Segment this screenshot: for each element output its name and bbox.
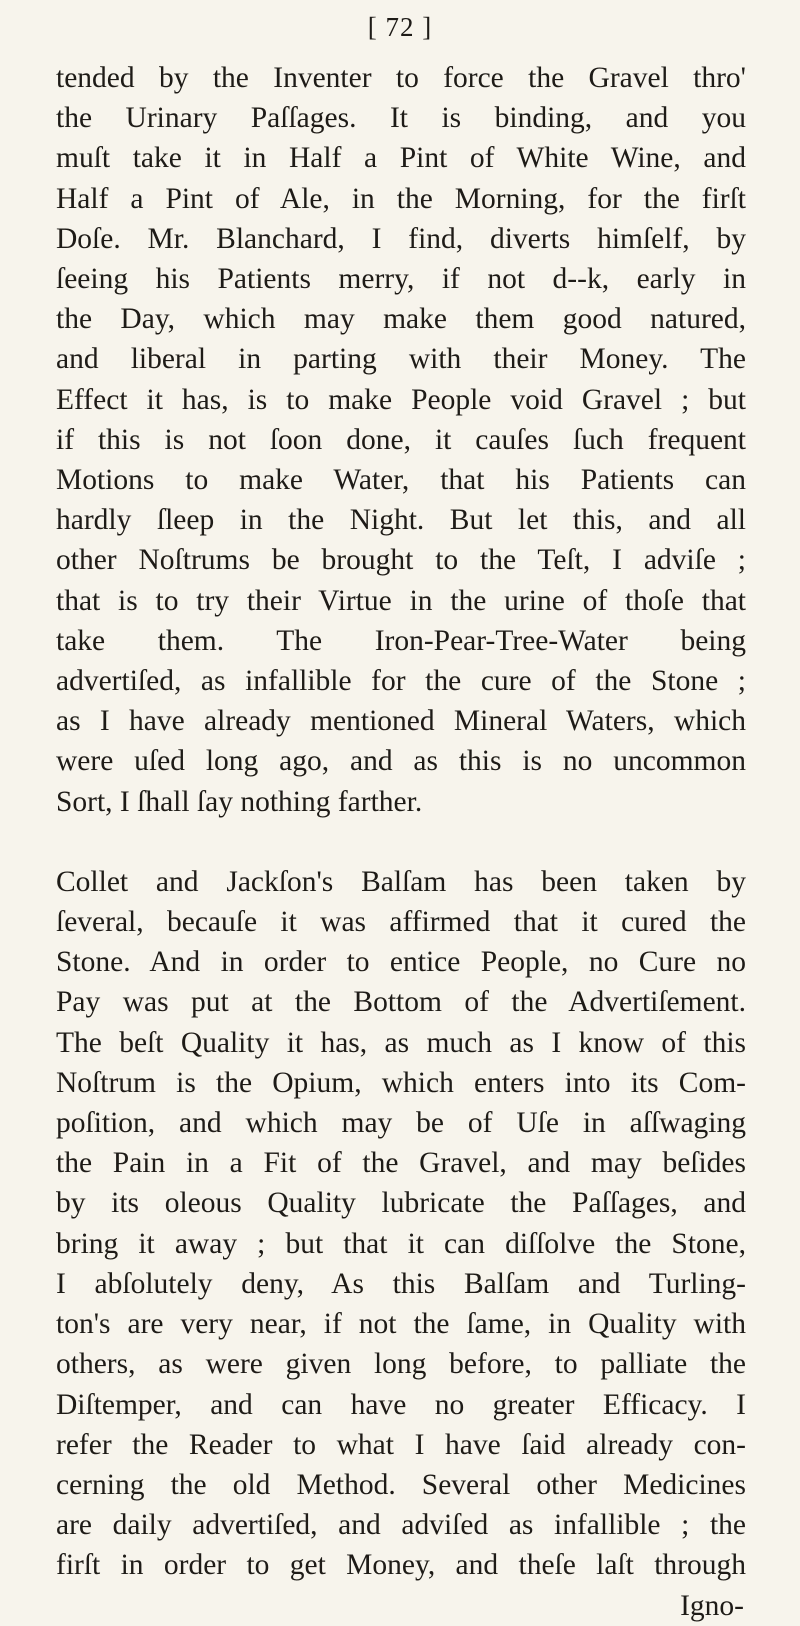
text-line: Sort, I ſhall ſay nothing farther. [56, 785, 423, 818]
text-line: Collet and Jackſon's Balſam has been taken by [56, 865, 746, 898]
text-line: others, as were given long before, to palliate the [56, 1348, 746, 1381]
catchword: Igno- [680, 1589, 744, 1622]
paragraph-gap [56, 822, 746, 862]
text-line: the Pain in a Fit of the Gravel, and may beſides [56, 1147, 746, 1180]
paragraph-1 [56, 58, 746, 822]
text-line: were uſed long ago, and as this is no uncommon [56, 745, 746, 778]
text-line: tended by the Inventer to force the Gravel thro' [56, 62, 746, 94]
text-line: I abſolutely deny, As this Balſam and Turling- [56, 1267, 746, 1300]
text-line: firſt in order to get Money, and theſe laſt through [56, 1549, 746, 1582]
text-line: bring it away ; but that it can diſſolve the Stone, [56, 1227, 746, 1260]
text-line: if this is not ſoon done, it cauſes ſuch frequent [56, 423, 746, 456]
text-line: Motions to make Water, that his Patients can [56, 464, 746, 497]
text-line: Diſtemper, and can have no greater Efficacy. I [56, 1388, 746, 1421]
text-line: Noſtrum is the Opium, which enters into its Com- [56, 1066, 746, 1099]
text-line: that is to try their Virtue in the urine of thoſe that [56, 584, 746, 617]
text-line: ſeeing his Patients merry, if not d--k, early in [56, 263, 746, 296]
paragraph-2 [56, 862, 746, 1586]
text-line: ſeveral, becauſe it was affirmed that it cured the [56, 906, 746, 939]
text-line: are daily advertiſed, and adviſed as infallible ; the [56, 1509, 746, 1542]
text-line: Effect it has, is to make People void Gravel ; but [56, 383, 746, 416]
text-line: Doſe. Mr. Blanchard, I find, diverts himſelf, by [56, 222, 746, 255]
text-line: refer the Reader to what I have ſaid already con- [56, 1428, 746, 1461]
text-line: by its oleous Quality lubricate the Paſſages, and [56, 1187, 746, 1220]
text-line: ton's are very near, if not the ſame, in Quality with [56, 1308, 746, 1341]
text-line: The beſt Quality it has, as much as I know of this [56, 1026, 746, 1059]
text-line: the Urinary Paſſages. It is binding, and you [56, 102, 746, 135]
page-number: [ 72 ] [367, 12, 433, 42]
text-line: advertiſed, as infallible for the cure of the Stone ; [56, 665, 746, 698]
text-line: Stone. And in order to entice People, no Cure no [56, 946, 746, 979]
text-line: cerning the old Method. Several other Medicines [56, 1468, 746, 1501]
body-text [56, 58, 746, 1626]
text-line: and liberal in parting with their Money. The [56, 343, 746, 376]
text-line: muſt take it in Half a Pint of White Wine, and [56, 142, 746, 175]
text-line: the Day, which may make them good natured, [56, 303, 746, 336]
text-line: Pay was put at the Bottom of the Advertiſement. [56, 986, 746, 1019]
text-line: other Noſtrums be brought to the Teſt, I adviſe ; [56, 544, 746, 577]
text-line: hardly ſleep in the Night. But let this, and all [56, 504, 746, 537]
text-line: take them. The Iron-Pear-Tree-Water being [56, 624, 746, 657]
text-line: Half a Pint of Ale, in the Morning, for the firſt [56, 182, 746, 215]
text-line: poſition, and which may be of Uſe in aſſwaging [56, 1107, 746, 1140]
text-line: as I have already mentioned Mineral Waters, which [56, 705, 746, 738]
